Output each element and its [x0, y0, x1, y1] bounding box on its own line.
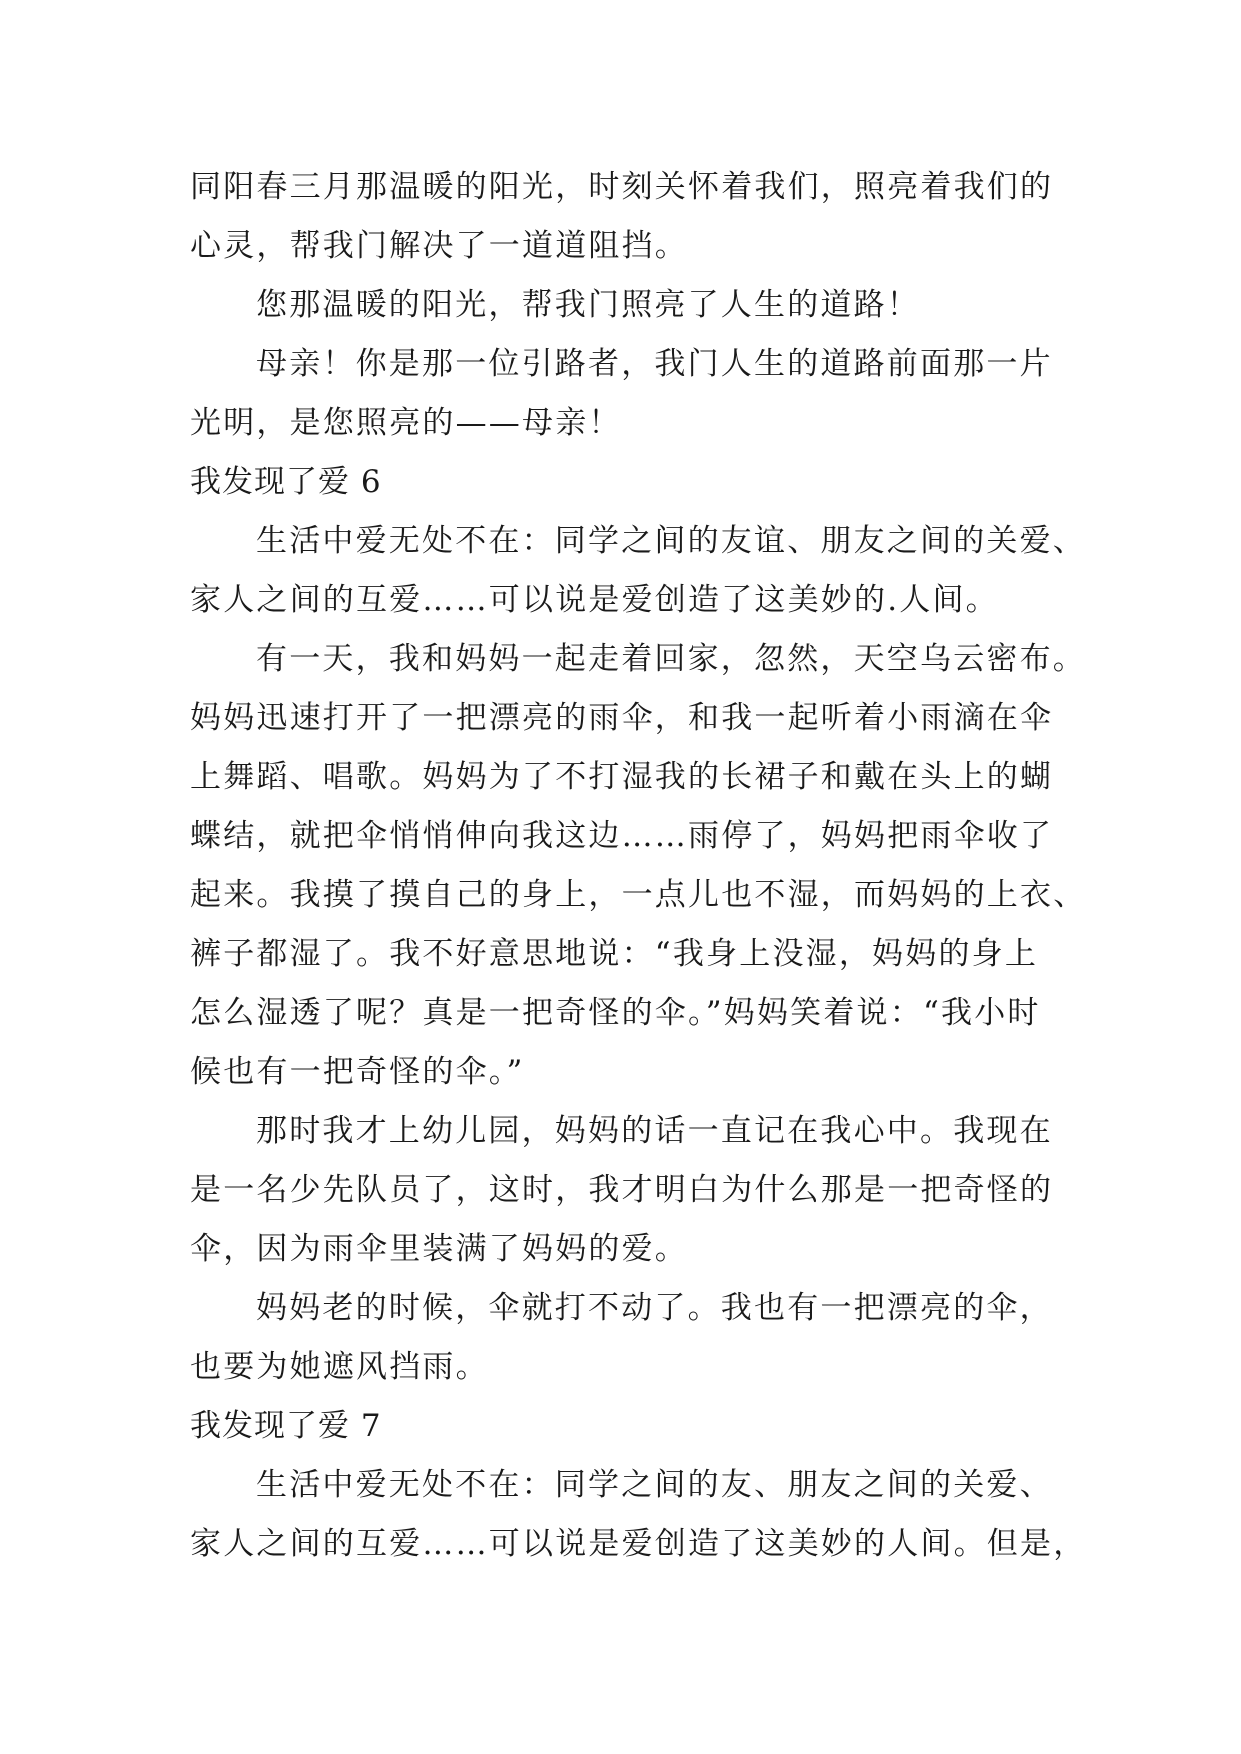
paragraph-line: 候也有一把奇怪的伞。” [190, 1054, 525, 1090]
paragraph-line: 家人之间的互爱……可以说是爱创造了这美妙的.人间。 [190, 582, 999, 618]
paragraph-line: 同阳春三月那温暖的阳光，时刻关怀着我们，照亮着我们的 [190, 169, 1054, 205]
paragraph-line: 家人之间的互爱……可以说是爱创造了这美妙的人间。但是， [190, 1526, 1087, 1562]
paragraph-line: 您那温暖的阳光，帮我门照亮了人生的道路！ [256, 287, 920, 323]
paragraph-line: 有一天，我和妈妈一起走着回家，忽然，天空乌云密布。 [256, 641, 1086, 677]
paragraph-line: 裤子都湿了。我不好意思地说：“我身上没湿，妈妈的身上 [190, 936, 1039, 972]
paragraph-line: 妈妈老的时候，伞就打不动了。我也有一把漂亮的伞， [256, 1290, 1053, 1326]
section-heading: 我发现了爱 6 [190, 464, 382, 500]
paragraph-line: 上舞蹈、唱歌。妈妈为了不打湿我的长裙子和戴在头上的蝴 [190, 759, 1054, 795]
paragraph-line: 起来。我摸了摸自己的身上，一点儿也不湿，而妈妈的上衣、 [190, 877, 1087, 913]
paragraph-line: 生活中爱无处不在：同学之间的友谊、朋友之间的关爱、 [256, 523, 1086, 559]
paragraph-line: 是一名少先队员了，这时，我才明白为什么那是一把奇怪的 [190, 1172, 1054, 1208]
document-page [190, 158, 1087, 1574]
paragraph-line: 光明，是您照亮的——母亲！ [190, 405, 622, 441]
paragraph-line: 生活中爱无处不在：同学之间的友、朋友之间的关爱、 [256, 1467, 1053, 1503]
paragraph-line: 怎么湿透了呢？真是一把奇怪的伞。”妈妈笑着说：“我小时 [190, 995, 1041, 1031]
section-heading: 我发现了爱 7 [190, 1408, 382, 1444]
paragraph-line: 那时我才上幼儿园，妈妈的话一直记在我心中。我现在 [256, 1113, 1053, 1149]
paragraph-line: 伞，因为雨伞里装满了妈妈的爱。 [190, 1231, 688, 1267]
paragraph-line: 母亲！你是那一位引路者，我门人生的道路前面那一片 [256, 346, 1053, 382]
paragraph-line: 蝶结，就把伞悄悄伸向我这边……雨停了，妈妈把雨伞收了 [190, 818, 1054, 854]
paragraph-line: 心灵，帮我门解决了一道道阻挡。 [190, 228, 688, 264]
paragraph-line: 妈妈迅速打开了一把漂亮的雨伞，和我一起听着小雨滴在伞 [190, 700, 1054, 736]
paragraph-line: 也要为她遮风挡雨。 [190, 1349, 489, 1385]
